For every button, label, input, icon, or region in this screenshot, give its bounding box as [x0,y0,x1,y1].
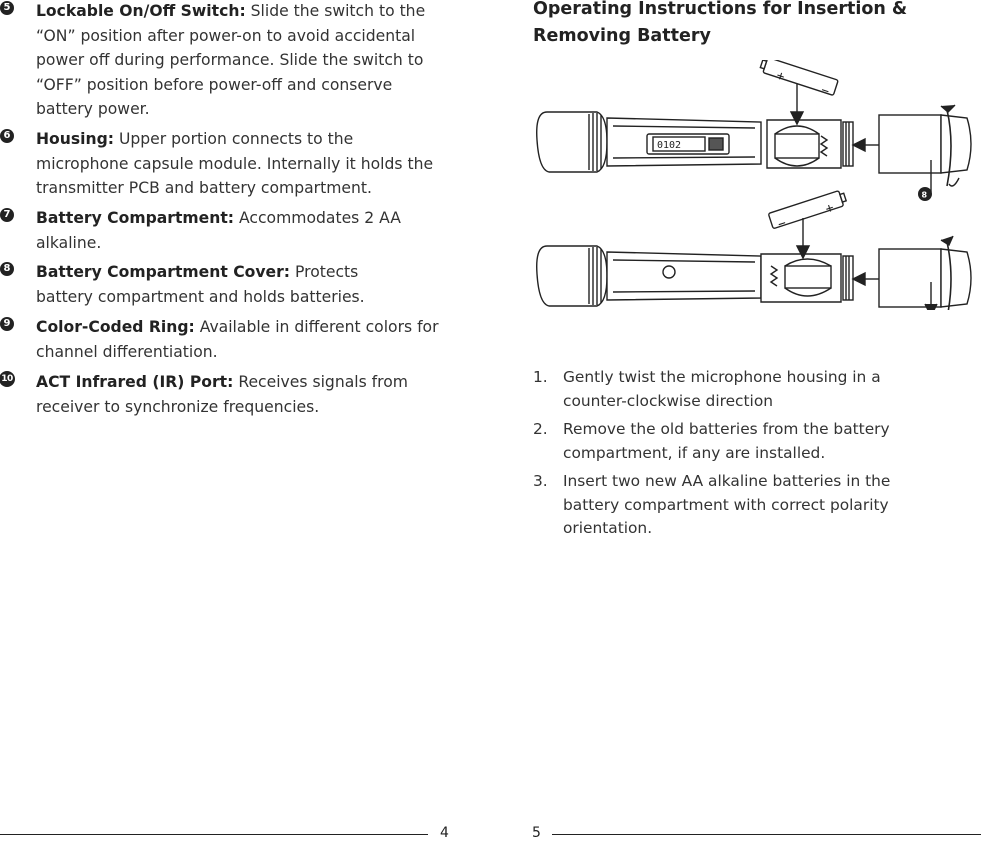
feature-item-housing [0,127,460,201]
callout-badge: 8 [0,262,14,276]
callout-badge: 7 [0,208,14,222]
battery-minus-sign: − [776,215,789,233]
instruction-step [533,418,973,465]
feature-description: Protects battery compartment and holds batteries. [36,263,365,306]
callout-badge: 10 [0,371,15,387]
feature-description: Upper portion connects to the microphone capsule module. Internally it holds the transmitter PCB and battery compartment. [36,130,434,197]
instruction-step [533,366,973,413]
battery-plus-sign: + [774,68,787,86]
step-text: Gently twist the microphone housing in a counter-clockwise direction [563,368,881,410]
feature-term: Lockable On/Off Switch: [36,2,246,20]
feature-item-battery-cover [0,260,460,309]
microphone-open-top [537,60,971,201]
battery-plus-sign: + [823,200,836,218]
display-readout: 0102 [657,140,682,151]
microphone-inserted-bottom [537,189,971,310]
step-text: Remove the old batteries from the battery compartment, if any are installed. [563,420,890,462]
page-number-right: 5 [532,825,541,841]
section-title: Operating Instructions for Insertion & Removing Battery [533,0,908,46]
feature-term: ACT Infrared (IR) Port: [36,373,234,391]
battery-insertion-illustration [535,60,981,310]
step-number: 3. [533,472,548,490]
feature-term: Battery Compartment Cover: [36,263,291,281]
feature-description: Slide the switch to the “ON” position after power-on to avoid accidental power off during performance. Slide the switch to “OFF” position before power-off and conserve battery power. [36,2,426,118]
instruction-steps [533,366,973,546]
page-number-left: 4 [440,825,449,841]
feature-description: Available in different colors for channel differentiation. [36,318,439,361]
feature-item-battery-compartment [0,206,460,255]
callout-badge: 9 [0,317,14,331]
callout-badge: 5 [0,1,14,15]
feature-term: Battery Compartment: [36,209,235,227]
feature-item-lockable-switch [0,0,460,122]
feature-item-ir-port [0,370,460,419]
callout-badge: 6 [0,129,14,143]
feature-item-color-ring [0,315,460,364]
instruction-step [533,470,973,541]
footer-rule-left [0,834,428,835]
feature-term: Housing: [36,130,114,148]
feature-description: Accommodates 2 AA alkaline. [36,209,401,252]
cover-callout-badge: 8 [921,190,928,200]
step-number: 1. [533,368,548,386]
feature-term: Color-Coded Ring: [36,318,195,336]
battery-minus-sign: − [819,82,832,100]
step-text: Insert two new AA alkaline batteries in the battery compartment with correct polarity orientation. [563,472,891,537]
step-number: 2. [533,420,548,438]
feature-description: Receives signals from receiver to synchronize frequencies. [36,373,408,416]
footer-rule-right [552,834,981,835]
